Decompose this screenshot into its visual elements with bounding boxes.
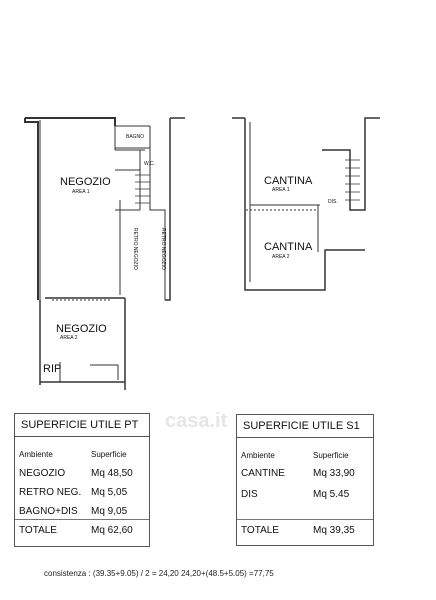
table-s1-divider: [237, 519, 373, 520]
table-pt-title: SUPERFICIE UTILE PT: [21, 419, 139, 431]
basement-walls: [232, 118, 380, 290]
room-bagno-label: BAGNO: [126, 134, 145, 140]
room-negozio-1-label: NEGOZIO: [60, 176, 111, 188]
room-negozio-2-area: AREA 2: [60, 335, 78, 341]
table-s1-title: SUPERFICIE UTILE S1: [243, 420, 360, 432]
watermark-logo: casa.it: [165, 410, 228, 432]
table-pt-divider: [15, 519, 149, 520]
table-pt-header: [15, 414, 149, 437]
table-s1-col-ambiente: Ambiente: [241, 451, 275, 460]
room-retro-inner-label: RETRO NEGOZIO: [132, 228, 138, 270]
table-s1-row-name: CANTINE: [241, 468, 285, 479]
surface-table-pt: [14, 413, 150, 547]
table-pt-col-ambiente: Ambiente: [19, 450, 53, 459]
table-pt-row-name: RETRO NEG.: [19, 487, 82, 498]
table-pt-row-name: BAGNO+DIS: [19, 506, 78, 517]
room-cantina-1-label: CANTINA: [264, 175, 313, 187]
table-s1-row-value: Mq 33,90: [313, 468, 355, 479]
table-pt-row-value: Mq 48,50: [91, 468, 133, 479]
table-pt-total-label: TOTALE: [19, 525, 57, 536]
room-negozio-1-area: AREA 1: [72, 189, 90, 195]
table-s1-total-value: Mq 39,35: [313, 525, 355, 536]
table-s1-col-superficie: Superficie: [313, 451, 349, 460]
table-pt-row-value: Mq 9,05: [91, 506, 128, 517]
room-cantina-2-label: CANTINA: [264, 241, 313, 253]
table-pt-total-value: Mq 62,60: [91, 525, 133, 536]
surface-table-s1: [236, 414, 374, 546]
table-pt-row-value: Mq 5,05: [91, 487, 128, 498]
room-retro-outer-label: RETRO NEGOZIO: [160, 228, 166, 270]
table-pt-col-superficie: Superficie: [91, 450, 127, 459]
table-pt-row-name: NEGOZIO: [19, 468, 66, 479]
table-s1-row-name: DIS: [241, 489, 258, 500]
table-s1-row-value: Mq 5.45: [313, 489, 350, 500]
room-rip-label: RIP: [43, 363, 62, 375]
consistency-footer: consistenza : (39.35+9.05) / 2 = 24,20 24,20+(48.5+5.05) =77,75: [44, 569, 274, 578]
room-cantina-2-area: AREA 2: [272, 254, 290, 260]
room-dis-label: DIS.: [328, 199, 338, 205]
room-negozio-2-label: NEGOZIO: [56, 323, 107, 335]
room-wc-label: W.C.: [144, 161, 155, 167]
room-cantina-1-area: AREA 1: [272, 187, 290, 193]
table-s1-total-label: TOTALE: [241, 525, 279, 536]
table-s1-header: [237, 415, 373, 438]
